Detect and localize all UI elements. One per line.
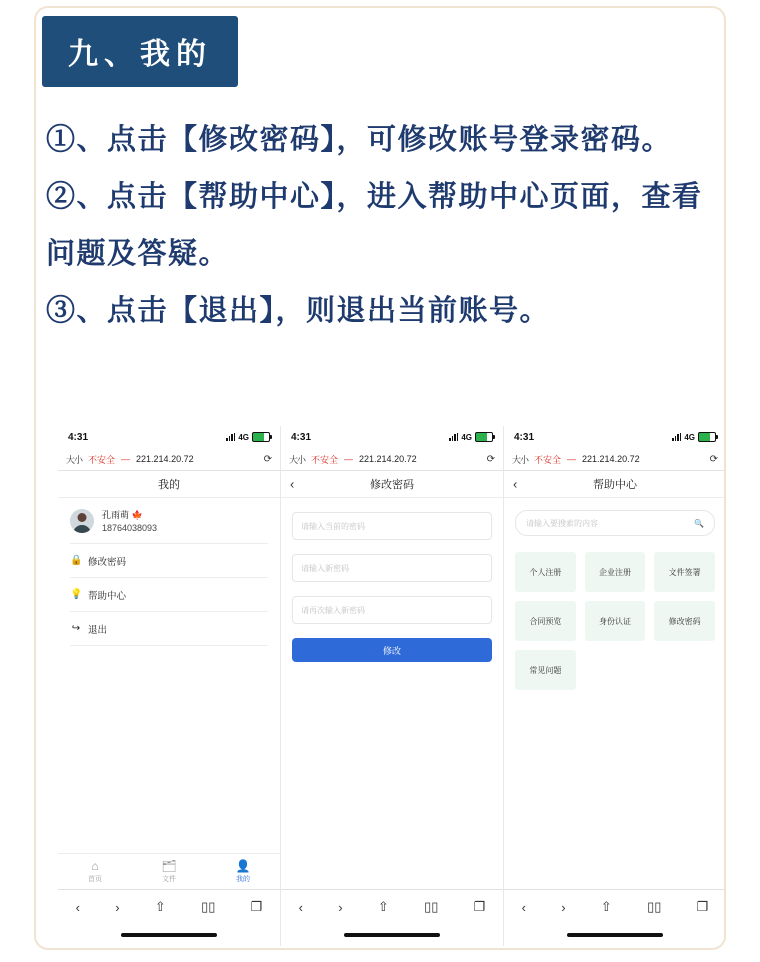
logout-icon: ↪ [71, 623, 81, 634]
home-indicator [121, 933, 217, 937]
profile-section [58, 498, 280, 646]
help-topic-enterprise-register[interactable]: 企业注册 [585, 552, 646, 592]
menu-item-label: 帮助中心 [88, 590, 127, 602]
instruction-card [34, 6, 726, 950]
phone-screenshot-profile [58, 426, 281, 946]
new-password-field[interactable] [292, 554, 492, 582]
reload-icon[interactable]: ⟳ [263, 453, 272, 465]
profile-header[interactable] [70, 508, 268, 544]
status-bar [58, 426, 280, 448]
page-nav-bar [504, 471, 726, 498]
home-indicator [344, 933, 440, 937]
instruction-paragraph-1: ①、点击【修改密码】，可修改账号登录密码。 [46, 124, 673, 156]
browser-url-bar[interactable] [58, 448, 280, 471]
network-label: 4G [238, 432, 249, 442]
tab-mine[interactable] [206, 860, 280, 884]
current-password-field[interactable] [292, 512, 492, 540]
instruction-text [46, 112, 718, 340]
search-icon: 🔍 [694, 518, 704, 528]
page-title: 修改密码 [370, 479, 414, 491]
menu-item-logout[interactable] [70, 612, 268, 646]
phone-screenshot-help-center [504, 426, 726, 946]
tab-home[interactable] [58, 860, 132, 884]
search-placeholder: 请输入要搜索的内容 [526, 518, 598, 528]
status-bar [281, 426, 503, 448]
browser-toolbar [281, 889, 503, 924]
url-text[interactable]: 221.214.20.72 [359, 454, 417, 464]
avatar [70, 509, 94, 533]
battery-icon [475, 432, 493, 442]
help-topic-identity-verification[interactable]: 身份认证 [585, 601, 646, 641]
status-indicators [226, 432, 270, 442]
url-dash: — [121, 454, 131, 464]
help-topic-personal-register[interactable]: 个人注册 [515, 552, 576, 592]
menu-item-label: 退出 [88, 624, 108, 636]
tab-files[interactable] [132, 860, 206, 884]
person-icon: 👤 [235, 859, 251, 873]
status-bar [504, 426, 726, 448]
browser-toolbar [58, 889, 280, 924]
confirm-password-field[interactable] [292, 596, 492, 624]
tabs-icon[interactable]: ❐ [696, 899, 709, 914]
url-dash: — [567, 454, 577, 464]
browser-back-icon[interactable]: ‹ [298, 899, 303, 915]
tabs-icon[interactable]: ❐ [473, 899, 486, 914]
network-label: 4G [461, 432, 472, 442]
home-icon: ⌂ [91, 859, 99, 873]
back-icon[interactable]: ‹ [290, 476, 295, 492]
insecure-label: 不安全 [311, 454, 339, 465]
field-placeholder: 请输入当前的密码 [301, 521, 365, 531]
profile-phone: 18764038093 [102, 523, 158, 533]
insecure-label: 不安全 [88, 454, 116, 465]
folder-icon: 🗂 [161, 859, 177, 873]
url-text[interactable]: 221.214.20.72 [136, 454, 194, 464]
bottom-tab-bar [58, 853, 280, 890]
help-topic-contract-preview[interactable]: 合同预览 [515, 601, 576, 641]
status-time: 4:31 [291, 431, 312, 443]
status-time: 4:31 [514, 431, 535, 443]
menu-item-label: 修改密码 [88, 556, 127, 568]
change-password-form [281, 498, 503, 662]
section-heading: 九、我的 [42, 16, 238, 87]
submit-button[interactable]: 修改 [292, 638, 492, 662]
text-size-icon[interactable]: 大小 [512, 454, 529, 465]
page-nav-bar [58, 471, 280, 498]
browser-back-icon[interactable]: ‹ [75, 899, 80, 915]
menu-item-change-password[interactable] [70, 544, 268, 578]
browser-forward-icon[interactable]: › [338, 899, 343, 915]
browser-forward-icon[interactable]: › [561, 899, 566, 915]
phone-screenshot-change-password [281, 426, 504, 946]
help-topic-file-signing[interactable]: 文件签署 [654, 552, 715, 592]
tab-label: 文件 [162, 876, 176, 883]
help-center-content [504, 498, 726, 690]
browser-url-bar[interactable] [281, 448, 503, 471]
browser-url-bar[interactable] [504, 448, 726, 471]
text-size-icon[interactable]: 大小 [66, 454, 83, 465]
signal-icon [449, 433, 458, 441]
instruction-paragraph-3: ③、点击【退出】，则退出当前账号。 [46, 295, 551, 327]
signal-icon [226, 433, 235, 441]
browser-forward-icon[interactable]: › [115, 899, 120, 915]
status-indicators [449, 432, 493, 442]
help-topic-faq[interactable]: 常见问题 [515, 650, 576, 690]
network-label: 4G [684, 432, 695, 442]
search-input[interactable] [515, 510, 715, 536]
instruction-paragraph-2: ②、点击【帮助中心】，进入帮助中心页面，查看问题及答疑。 [46, 181, 703, 270]
lock-icon: 🔒 [70, 555, 83, 566]
share-icon[interactable]: ⇧ [600, 899, 612, 914]
reload-icon[interactable]: ⟳ [486, 453, 495, 465]
bookmarks-icon[interactable]: ▯▯ [424, 899, 439, 914]
insecure-label: 不安全 [534, 454, 562, 465]
profile-name: 孔雨萌 🍁 [102, 510, 143, 520]
status-time: 4:31 [68, 431, 89, 443]
page-nav-bar [281, 471, 503, 498]
url-dash: — [344, 454, 354, 464]
help-topic-grid [515, 552, 715, 690]
page-title: 帮助中心 [593, 479, 637, 491]
url-text[interactable]: 221.214.20.72 [582, 454, 640, 464]
menu-item-help-center[interactable] [70, 578, 268, 612]
reload-icon[interactable]: ⟳ [709, 453, 718, 465]
home-indicator [567, 933, 663, 937]
browser-toolbar [504, 889, 726, 924]
screenshot-strip [58, 426, 726, 946]
bookmarks-icon[interactable]: ▯▯ [201, 899, 216, 914]
tabs-icon[interactable]: ❐ [250, 899, 263, 914]
battery-icon [252, 432, 270, 442]
bulb-icon: 💡 [70, 589, 83, 600]
text-size-icon[interactable]: 大小 [289, 454, 306, 465]
battery-icon [698, 432, 716, 442]
share-icon[interactable]: ⇧ [154, 899, 166, 914]
tab-label: 首页 [88, 876, 102, 883]
field-placeholder: 请输入新密码 [301, 563, 349, 573]
bookmarks-icon[interactable]: ▯▯ [647, 899, 662, 914]
share-icon[interactable]: ⇧ [377, 899, 389, 914]
back-icon[interactable]: ‹ [513, 476, 518, 492]
help-topic-change-password[interactable]: 修改密码 [654, 601, 715, 641]
status-indicators [672, 432, 716, 442]
field-placeholder: 请再次输入新密码 [301, 605, 365, 615]
tab-label: 我的 [236, 876, 250, 883]
browser-back-icon[interactable]: ‹ [521, 899, 526, 915]
profile-info [102, 508, 157, 533]
page-title: 我的 [158, 479, 180, 491]
signal-icon [672, 433, 681, 441]
